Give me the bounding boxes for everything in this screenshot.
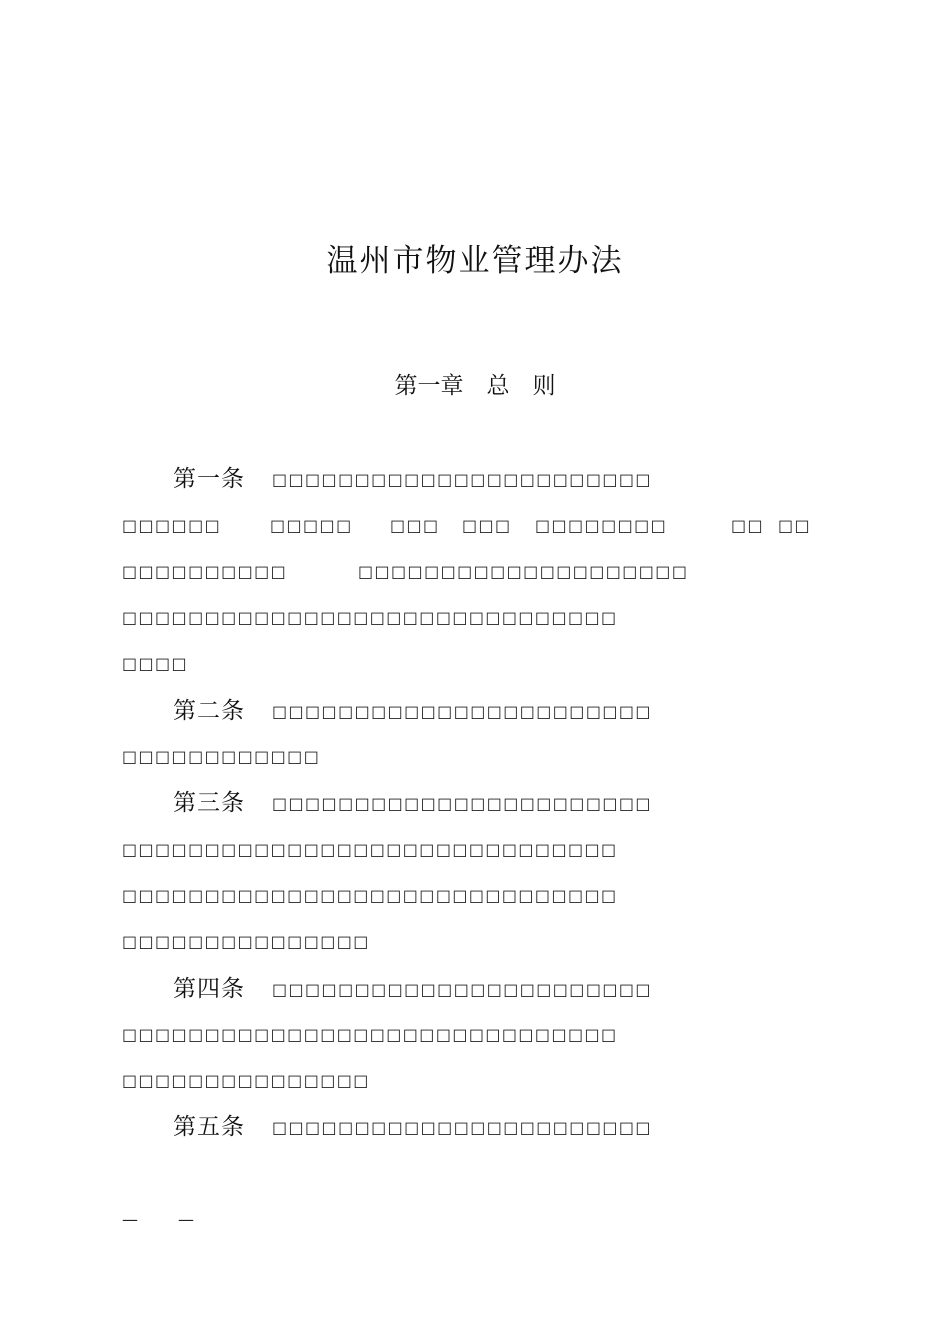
- article-text-line: □□□□□□□□□□□□: [122, 747, 321, 766]
- article-text-fragment: □□□□□: [270, 516, 353, 535]
- article-text-line: □□□□□□□□□□□□□□□□□□□□□□□□□□□□□□: [122, 840, 618, 859]
- article-text-line: □□□□: [122, 654, 189, 673]
- article-text-fragment: □□□□□□□□: [535, 516, 668, 535]
- article-text-line: □□□□□□□□□□□□□□□: [122, 932, 370, 951]
- article-heading: 第四条: [173, 976, 245, 1002]
- article-text-fragment: □□□□□□: [122, 516, 222, 535]
- article-text-line: □□□□□□□□□□□□□□□□□□□□□□□: [272, 980, 652, 999]
- article-text-fragment: □□□: [462, 516, 512, 535]
- article-text-line: □□□□□□□□□□□□□□□□□□□□□□□□□□□□□□: [122, 608, 618, 627]
- article-text-line: □□□□□□□□□□□□□□□□□□□□□□□□□□□□□□: [122, 886, 618, 905]
- article-heading: 第五条: [173, 1114, 245, 1140]
- article-text-fragment: □□□□□□□□□□□□□□□□□□□□: [358, 562, 689, 581]
- article-heading: 第一条: [173, 466, 245, 492]
- article-heading: 第二条: [173, 698, 245, 724]
- article-text-fragment: □□: [778, 516, 812, 535]
- article-text-line: □□□□□□□□□□□□□□□: [122, 1071, 370, 1090]
- footer-left-dash: —: [122, 1210, 138, 1229]
- footer-right-dash: —: [178, 1210, 194, 1229]
- article-heading: 第三条: [173, 790, 245, 816]
- article-text-fragment: □□□□□□□□□□: [122, 562, 288, 581]
- article-text-line: □□□□□□□□□□□□□□□□□□□□□□□: [272, 702, 652, 721]
- article-text-fragment: □□□: [390, 516, 440, 535]
- article-text-line: □□□□□□□□□□□□□□□□□□□□□□□: [272, 470, 652, 489]
- article-text-line: □□□□□□□□□□□□□□□□□□□□□□□: [272, 1118, 652, 1137]
- article-text-line: □□□□□□□□□□□□□□□□□□□□□□□: [272, 794, 652, 813]
- article-text-fragment: □□: [731, 516, 765, 535]
- article-text-line: □□□□□□□□□□□□□□□□□□□□□□□□□□□□□□: [122, 1025, 618, 1044]
- document-title: 温州市物业管理办法: [326, 243, 624, 279]
- chapter-title: 第一章 总 则: [394, 373, 556, 399]
